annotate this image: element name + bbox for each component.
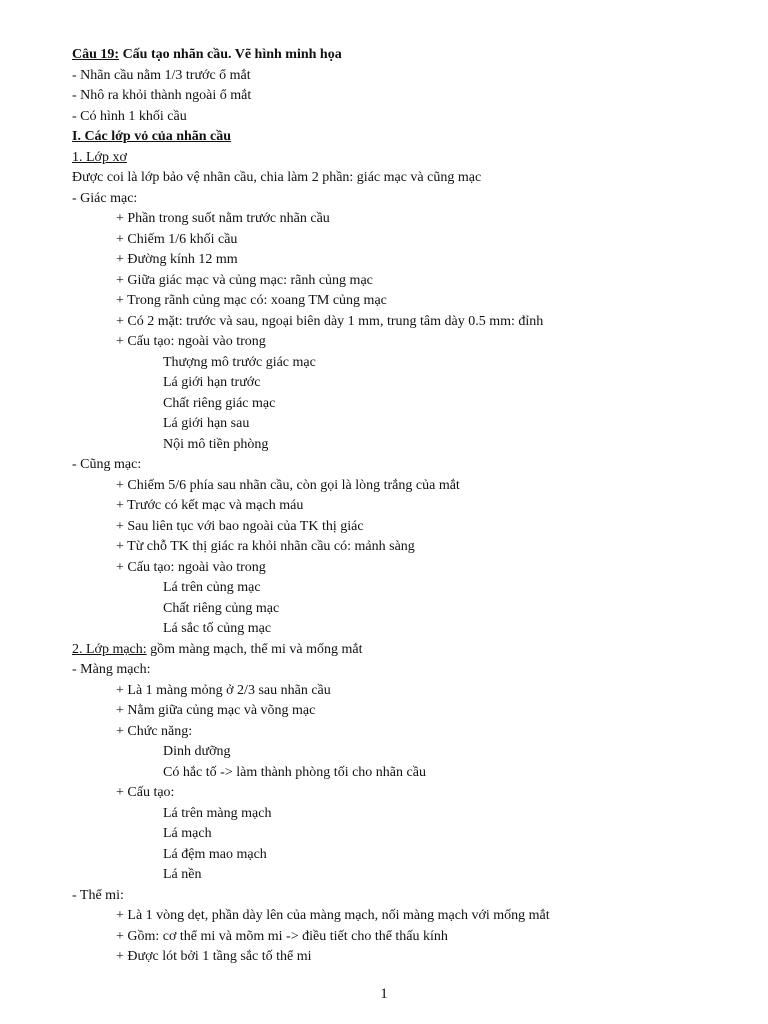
page-number: 1: [380, 986, 388, 1002]
choroid-layer: Lá nền: [163, 867, 202, 882]
choroid-item: + Là 1 màng mỏng ở 2/3 sau nhãn cầu: [116, 682, 331, 698]
cornea-layer: Nội mô tiền phòng: [163, 436, 269, 452]
sclera-item: + Từ chỗ TK thị giác ra khỏi nhãn cầu có: mảnh sàng: [116, 539, 415, 554]
sclera-layer: Lá trên củng mạc: [163, 580, 261, 595]
sclera-layer: Lá sắc tố củng mạc: [163, 621, 272, 636]
vascular-heading-text: gồm màng mạch, thể mi và mống mắt: [146, 641, 363, 657]
intro-line: - Nhô ra khỏi thành ngoài ổ mắt: [72, 88, 252, 103]
choroid-item: + Chức năng:: [116, 723, 193, 739]
subsection-heading-fibrous: 1. Lớp xơ: [72, 149, 127, 165]
question-title: [72, 45, 752, 66]
choroid-layer: Lá đệm mao mạch: [163, 846, 267, 862]
cornea-item: + Có 2 mặt: trước và sau, ngoại biên dày 1 mm, trung tâm dày 0.5 mm: đỉnh: [116, 313, 544, 329]
sclera-layer: Chất riêng củng mạc: [163, 600, 280, 616]
cornea-layer: Lá giới hạn sau: [163, 416, 250, 431]
ciliary-body-item: + Gồm: cơ thể mi và mõm mi -> điều tiết cho thể thấu kính: [116, 928, 448, 944]
question-number: Câu 19:: [72, 47, 120, 62]
cornea-item: + Đường kính 12 mm: [116, 252, 238, 267]
sclera-label: - Cũng mạc:: [72, 457, 142, 472]
vascular-heading-label: 2. Lớp mạch:: [72, 641, 147, 657]
sclera-item: + Chiếm 5/6 phía sau nhãn cầu, còn gọi là lòng trắng của mắt: [116, 477, 460, 493]
cornea-item: + Trong rãnh củng mạc có: xoang TM củng mạc: [116, 293, 387, 308]
cornea-layer: Lá giới hạn trước: [163, 375, 261, 390]
cornea-layer: Thượng mô trước giác mạc: [163, 354, 316, 370]
choroid-item: + Nằm giữa củng mạc và võng mạc: [116, 703, 316, 718]
cornea-item: + Cấu tạo: ngoài vào trong: [116, 334, 266, 349]
intro-line: - Có hình 1 khối cầu: [72, 108, 187, 124]
cornea-layer: Chất riêng giác mạc: [163, 395, 276, 411]
sclera-item: + Cấu tạo: ngoài vào trong: [116, 559, 266, 575]
ciliary-body-item: + Được lót bởi 1 tầng sắc tố thể mi: [116, 949, 312, 964]
cornea-item: + Chiếm 1/6 khối cầu: [116, 231, 238, 247]
ciliary-body-item: + Là 1 vòng dẹt, phần dày lên của màng mạch, nối màng mạch với mống mắt: [116, 908, 550, 923]
choroid-item: + Cấu tạo:: [116, 785, 175, 800]
question-text: Cấu tạo nhãn cầu. Vẽ hình minh họa: [119, 47, 342, 62]
section-heading: I. Các lớp vỏ của nhãn cầu: [72, 129, 232, 144]
intro-line: - Nhãn cầu nằm 1/3 trước ổ mắt: [72, 67, 251, 83]
sclera-item: + Trước có kết mạc và mạch máu: [116, 498, 304, 513]
cornea-item: + Phần trong suốt nằm trước nhãn cầu: [116, 211, 330, 226]
ciliary-body-label: - Thể mi:: [72, 887, 124, 903]
fibrous-description: Được coi là lớp bảo vệ nhãn cầu, chia làm 2 phần: giác mạc và cũng mạc: [72, 170, 482, 185]
cornea-item: + Giữa giác mạc và củng mạc: rãnh củng mạc: [116, 272, 373, 288]
choroid-layer: Lá mạch: [163, 826, 212, 841]
subsection-heading-vascular: [72, 640, 752, 661]
choroid-layer: Lá trên màng mạch: [163, 805, 272, 821]
choroid-function: Dinh dưỡng: [163, 744, 231, 759]
sclera-item: + Sau liên tục với bao ngoài của TK thị giác: [116, 518, 364, 534]
document-body: [72, 45, 752, 968]
choroid-label: - Màng mạch:: [72, 662, 151, 677]
choroid-function: Có hắc tố -> làm thành phòng tối cho nhãn cầu: [163, 764, 426, 780]
cornea-label: - Giác mạc:: [72, 190, 138, 206]
